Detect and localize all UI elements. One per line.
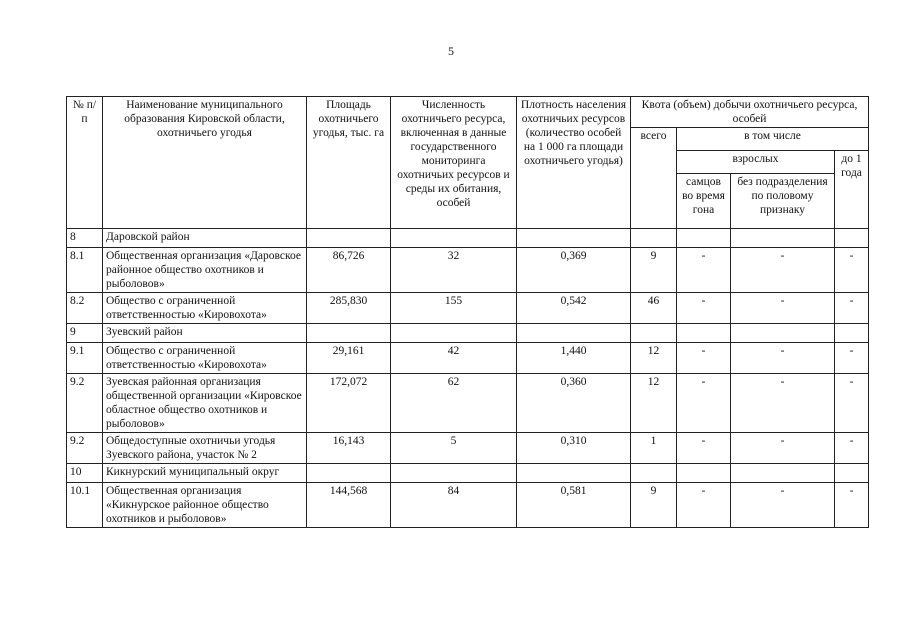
area-cell: 172,072	[307, 374, 391, 433]
row-number: 9	[67, 324, 103, 343]
density-cell: 0,369	[517, 248, 631, 293]
density-cell: 0,310	[517, 433, 631, 464]
empty-cell	[731, 464, 835, 483]
header-nosex: без подразделения по половому признаку	[731, 174, 835, 229]
quota-total-cell: 12	[631, 343, 677, 374]
count-cell: 32	[391, 248, 517, 293]
count-cell: 42	[391, 343, 517, 374]
empty-cell	[517, 229, 631, 248]
header-density: Плотность населения охотничьих ресурсов (количество особей на 1 000 га площади охотничьего угодья)	[517, 97, 631, 229]
table-row	[67, 343, 869, 374]
table-row	[67, 248, 869, 293]
hunting-ground-name: Общественная организация «Даровское районное общество охотников и рыболовов»	[103, 248, 307, 293]
row-number: 8.1	[67, 248, 103, 293]
table-row	[67, 433, 869, 464]
empty-cell	[835, 229, 869, 248]
area-cell: 144,568	[307, 483, 391, 528]
empty-cell	[835, 324, 869, 343]
density-cell: 0,360	[517, 374, 631, 433]
area-cell: 29,161	[307, 343, 391, 374]
table-row	[67, 374, 869, 433]
header-no: № п/п	[67, 97, 103, 229]
quota-males-cell: -	[677, 483, 731, 528]
table-row	[67, 293, 869, 324]
empty-cell	[731, 324, 835, 343]
quota-males-cell: -	[677, 343, 731, 374]
table-row	[67, 483, 869, 528]
quota-total-cell: 46	[631, 293, 677, 324]
header-males: самцов во время гона	[677, 174, 731, 229]
empty-cell	[631, 464, 677, 483]
header-row	[67, 97, 869, 128]
empty-cell	[631, 324, 677, 343]
empty-cell	[731, 229, 835, 248]
quota-under1-cell: -	[835, 248, 869, 293]
density-cell: 1,440	[517, 343, 631, 374]
header-area: Площадь охотничьего угодья, тыс. га	[307, 97, 391, 229]
quota-nosex-cell: -	[731, 248, 835, 293]
empty-cell	[307, 324, 391, 343]
header-quota: Квота (объем) добычи охотничьего ресурса, особей	[631, 97, 869, 128]
district-name: Кикнурский муниципальный округ	[103, 464, 307, 483]
row-number: 8.2	[67, 293, 103, 324]
header-name: Наименование муниципального образования Кировской области, охотничьего угодья	[103, 97, 307, 229]
empty-cell	[391, 229, 517, 248]
empty-cell	[391, 324, 517, 343]
row-number: 10.1	[67, 483, 103, 528]
row-number: 8	[67, 229, 103, 248]
empty-cell	[517, 464, 631, 483]
section-row	[67, 324, 869, 343]
quota-nosex-cell: -	[731, 433, 835, 464]
area-cell: 285,830	[307, 293, 391, 324]
count-cell: 5	[391, 433, 517, 464]
quota-total-cell: 1	[631, 433, 677, 464]
header-total: всего	[631, 128, 677, 229]
quota-under1-cell: -	[835, 483, 869, 528]
empty-cell	[677, 324, 731, 343]
section-row	[67, 229, 869, 248]
area-cell: 86,726	[307, 248, 391, 293]
quota-under1-cell: -	[835, 433, 869, 464]
empty-cell	[391, 464, 517, 483]
density-cell: 0,542	[517, 293, 631, 324]
row-number: 10	[67, 464, 103, 483]
empty-cell	[835, 464, 869, 483]
hunting-ground-name: Зуевская районная организация общественной организации «Кировское областное общество охотников и рыболовов»	[103, 374, 307, 433]
area-cell: 16,143	[307, 433, 391, 464]
empty-cell	[631, 229, 677, 248]
quota-total-cell: 9	[631, 248, 677, 293]
hunting-ground-name: Общество с ограниченной ответственностью «Кировохота»	[103, 343, 307, 374]
header-adults: взрослых	[677, 151, 835, 174]
quota-total-cell: 12	[631, 374, 677, 433]
quota-nosex-cell: -	[731, 293, 835, 324]
quota-total-cell: 9	[631, 483, 677, 528]
hunting-ground-name: Общественная организация «Кикнурское районное общество охотников и рыболовов»	[103, 483, 307, 528]
quota-nosex-cell: -	[731, 343, 835, 374]
count-cell: 84	[391, 483, 517, 528]
quota-under1-cell: -	[835, 343, 869, 374]
empty-cell	[307, 229, 391, 248]
count-cell: 62	[391, 374, 517, 433]
quota-males-cell: -	[677, 248, 731, 293]
empty-cell	[677, 229, 731, 248]
hunting-ground-name: Общество с ограниченной ответственностью «Кировохота»	[103, 293, 307, 324]
section-row	[67, 464, 869, 483]
quota-males-cell: -	[677, 293, 731, 324]
row-number: 9.2	[67, 374, 103, 433]
district-name: Даровской район	[103, 229, 307, 248]
hunting-ground-name: Общедоступные охотничьи угодья Зуевского района, участок № 2	[103, 433, 307, 464]
header-under1: до 1 года	[835, 151, 869, 229]
district-name: Зуевский район	[103, 324, 307, 343]
density-cell: 0,581	[517, 483, 631, 528]
quota-under1-cell: -	[835, 293, 869, 324]
quota-nosex-cell: -	[731, 483, 835, 528]
page-number: 5	[448, 44, 454, 58]
empty-cell	[677, 464, 731, 483]
count-cell: 155	[391, 293, 517, 324]
header-count: Численность охотничьего ресурса, включенная в данные государственного мониторинга охотничьих ресурсов и среды их обитания, особей	[391, 97, 517, 229]
quota-males-cell: -	[677, 433, 731, 464]
row-number: 9.1	[67, 343, 103, 374]
header-including: в том числе	[677, 128, 869, 151]
row-number: 9.2	[67, 433, 103, 464]
quota-under1-cell: -	[835, 374, 869, 433]
quota-males-cell: -	[677, 374, 731, 433]
hunting-quota-table	[66, 96, 869, 528]
empty-cell	[517, 324, 631, 343]
empty-cell	[307, 464, 391, 483]
quota-nosex-cell: -	[731, 374, 835, 433]
